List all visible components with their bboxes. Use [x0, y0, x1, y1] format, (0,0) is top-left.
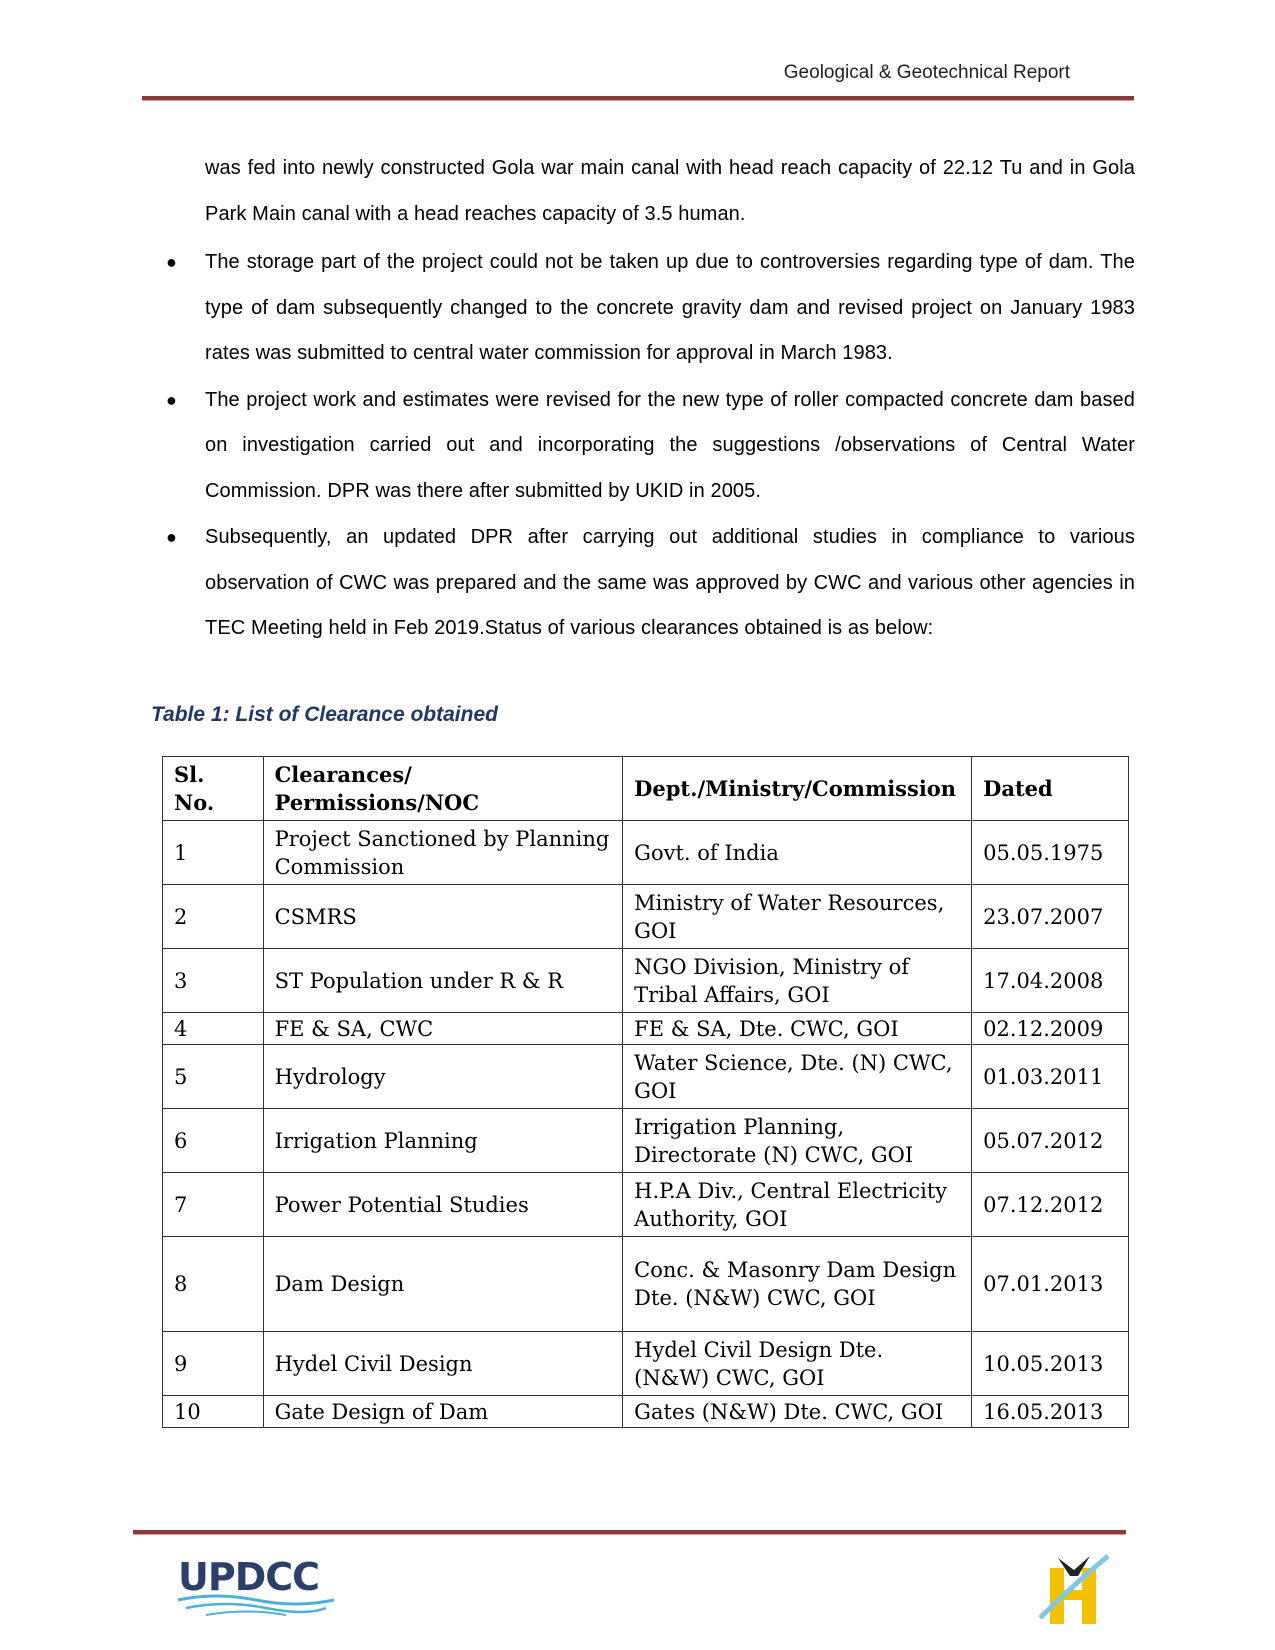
- cell-department: Ministry of Water Resources, GOI: [623, 885, 972, 949]
- body-text: [166, 146, 1135, 653]
- table-row: [163, 949, 1129, 1013]
- cell-dated: 05.07.2012: [972, 1109, 1129, 1173]
- list-item: [166, 240, 1135, 377]
- clearances-table: [162, 756, 1129, 1428]
- svg-text:UPDCC: UPDCC: [178, 1555, 320, 1599]
- cell-department: NGO Division, Ministry of Tribal Affairs, GOI: [623, 949, 972, 1013]
- bullet-icon: ●: [166, 527, 177, 547]
- column-header-clearances: Clearances/ Permissions/NOC: [263, 757, 623, 821]
- bullet-text: Subsequently, an updated DPR after carrying out additional studies in compliance to various observation of CWC was prepared and the same was approved by CWC and various other agencies in TEC Meeting held in Feb 2019.Status of various clearances obtained is as below:: [205, 526, 1135, 639]
- cell-clearance: Hydrology: [263, 1045, 623, 1109]
- bullet-text: The storage part of the project could not be taken up due to controversies regarding type of dam. The type of dam subsequently changed to the concrete gravity dam and revised project on January 1983 rates was submitted to central water commission for approval in March 1983.: [205, 251, 1135, 364]
- header-divider: [142, 96, 1134, 101]
- cell-clearance: Gate Design of Dam: [263, 1396, 623, 1428]
- cell-clearance: Power Potential Studies: [263, 1173, 623, 1237]
- updcc-logo-icon: [176, 1550, 336, 1620]
- cell-dated: 05.05.1975: [972, 821, 1129, 885]
- cell-dated: 07.12.2012: [972, 1173, 1129, 1237]
- table-row: [163, 821, 1129, 885]
- table-row: [163, 885, 1129, 949]
- cell-sl-no: 10: [163, 1396, 264, 1428]
- column-header-department: Dept./Ministry/Commission: [623, 757, 972, 821]
- cell-department: Water Science, Dte. (N) CWC, GOI: [623, 1045, 972, 1109]
- cell-sl-no: 4: [163, 1013, 264, 1045]
- table-caption: Table 1: List of Clearance obtained: [151, 703, 498, 726]
- cell-department: Hydel Civil Design Dte. (N&W) CWC, GOI: [623, 1332, 972, 1396]
- cell-clearance: Hydel Civil Design: [263, 1332, 623, 1396]
- table-row: [163, 1332, 1129, 1396]
- cell-sl-no: 6: [163, 1109, 264, 1173]
- cell-department: FE & SA, Dte. CWC, GOI: [623, 1013, 972, 1045]
- cell-clearance: Dam Design: [263, 1237, 623, 1332]
- cell-sl-no: 1: [163, 821, 264, 885]
- cell-sl-no: 7: [163, 1173, 264, 1237]
- table-row: [163, 1237, 1129, 1332]
- table-row: [163, 1013, 1129, 1045]
- table-header-row: [163, 757, 1129, 821]
- cell-department: Gates (N&W) Dte. CWC, GOI: [623, 1396, 972, 1428]
- cell-dated: 01.03.2011: [972, 1045, 1129, 1109]
- cell-department: Conc. & Masonry Dam Design Dte. (N&W) CWC, GOI: [623, 1237, 972, 1332]
- table-row: [163, 1109, 1129, 1173]
- cell-sl-no: 3: [163, 949, 264, 1013]
- bullet-text: The project work and estimates were revised for the new type of roller compacted concrete dam based on investigation carried out and incorporating the suggestions /observations of Central Water Commission. DPR was there after submitted by UKID in 2005.: [205, 388, 1135, 502]
- bullet-icon: ●: [166, 389, 177, 410]
- header-title: Geological & Geotechnical Report: [783, 62, 1070, 83]
- bullet-list: [166, 240, 1135, 652]
- cell-dated: 23.07.2007: [972, 885, 1129, 949]
- cell-clearance: Project Sanctioned by Planning Commission: [263, 821, 623, 885]
- cell-dated: 16.05.2013: [972, 1396, 1129, 1428]
- column-header-dated: Dated: [972, 757, 1129, 821]
- cell-sl-no: 9: [163, 1332, 264, 1396]
- cell-sl-no: 5: [163, 1045, 264, 1109]
- table-row: [163, 1045, 1129, 1109]
- cell-dated: 10.05.2013: [972, 1332, 1129, 1396]
- footer-divider: [133, 1530, 1126, 1535]
- list-item: [166, 515, 1135, 652]
- list-item: [166, 378, 1135, 515]
- bullet-icon: ●: [166, 252, 177, 272]
- cell-clearance: FE & SA, CWC: [263, 1013, 623, 1045]
- table-row: [163, 1396, 1129, 1428]
- table-row: [163, 1173, 1129, 1237]
- updcc-logo: [176, 1550, 336, 1620]
- cell-dated: 07.01.2013: [972, 1237, 1129, 1332]
- cell-department: Govt. of India: [623, 821, 972, 885]
- cell-dated: 02.12.2009: [972, 1013, 1129, 1045]
- cell-sl-no: 2: [163, 885, 264, 949]
- cell-sl-no: 8: [163, 1237, 264, 1332]
- cell-dated: 17.04.2008: [972, 949, 1129, 1013]
- cell-department: Irrigation Planning, Directorate (N) CWC, GOI: [623, 1109, 972, 1173]
- h-bird-logo-icon: [1030, 1548, 1120, 1628]
- column-header-sl-no: Sl. No.: [163, 757, 264, 821]
- cell-clearance: Irrigation Planning: [263, 1109, 623, 1173]
- cell-clearance: ST Population under R & R: [263, 949, 623, 1013]
- cell-clearance: CSMRS: [263, 885, 623, 949]
- continuation-paragraph: was fed into newly constructed Gola war main canal with head reach capacity of 22.12 Tu and in Gola Park Main canal with a head reaches capacity of 3.5 human.: [205, 157, 1135, 225]
- cell-department: H.P.A Div., Central Electricity Authority, GOI: [623, 1173, 972, 1237]
- h-bird-logo: [1030, 1548, 1120, 1628]
